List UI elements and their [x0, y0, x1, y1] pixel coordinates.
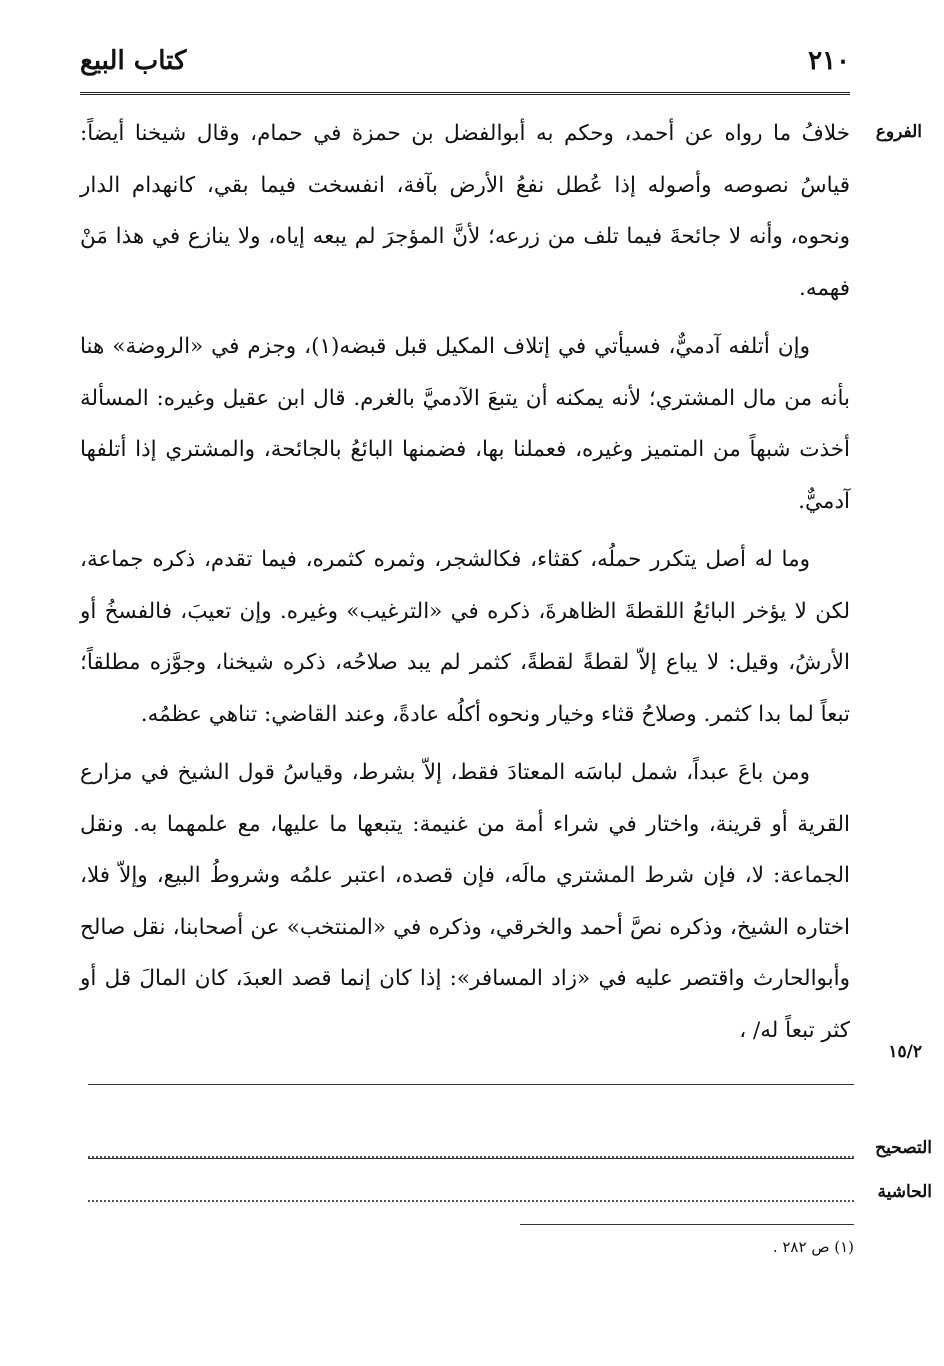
- margin-label-volume-page: ١٥/٢: [888, 1042, 922, 1062]
- margin-label-source: الفروع: [875, 122, 922, 142]
- paragraph: ومن باعَ عبداً، شمل لباسَه المعتادَ فقط، إلاّ بشرط، وقياسُ قول الشيخ في مزارع القرية أو قرينة، واختار في شراء أمة من غنيمة: يتبعها ما عليها، مع علمهما به. ونقل الجماعة: لا، فإن شرط المشتري مالَه، فإن قصده، اعتبر علمُه وشروطُ البيع، وإلاّ فلا، اختاره الشيخ، وذكره نصَّ أحمد والخرقي، وذكره في «المنتخب» عن أصحابنا، نقل صالح وأبوالحارث واقتصر عليه في «زاد المسافر»: إذا كان إنما قصد العبدَ، كان المالَ قل أو كثر تبعاً له/ ،: [80, 760, 850, 1043]
- form-rule: [88, 1158, 854, 1159]
- correction-label: التصحيح: [875, 1138, 932, 1158]
- footnote-area-label: الحاشية: [877, 1182, 932, 1202]
- text-end-rule: [88, 1084, 854, 1085]
- main-text: [80, 108, 850, 1063]
- footnote: (١) ص ٢٨٢ .: [772, 1238, 854, 1256]
- paragraph: وإن أتلفه آدميٌّ، فسيأتي في إتلاف المكيل قبل قبضه(١)، وجزم في «الروضة» هنا بأنه من مال المشتري؛ لأنه يمكنه أن يتبعَ الآدميَّ بالغرم. قال ابن عقيل وغيره: المسألة أخذت شبهاً من المتميز وغيره، فعملنا بها، فضمنها البائعُ بالجائحة، والمشتري إذا أتلفها آدميٌّ.: [80, 334, 850, 514]
- page-header: [80, 40, 850, 95]
- paragraph: خلافُ ما رواه عن أحمد، وحكم به أبوالفضل بن حمزة في حمام، وقال شيخنا أيضاً: قياسُ نصوصه وأصوله إذا عُطل نفعُ الأرض بآفة، انفسخت فيما بقي، كانهدام الدار ونحوه، وأنه لا جائحةَ فيما تلف من زرعه؛ لأنَّ المؤجرَ لم يبعه إياه، ولا ينازع في هذا مَنْ فهمه.: [80, 121, 850, 301]
- paragraph: وما له أصل يتكرر حملُه، كقثاء، فكالشجر، وثمره كثمره، فيما تقدم، ذكره جماعة، لكن لا يؤخر البائعُ اللقطةَ الظاهرةَ، ذكره في «الترغيب» وغيره. وإن تعيبَ، فالفسخُ أو الأرشُ، وقيل: لا يباع إلاّ لقطةً لقطةً، كثمر لم يبد صلاحُه، ذكره شيخنا، وجوَّزه مطلقاً؛ تبعاً لما بدا كثمر. وصلاحُ قثاء وخيار ونحوه أكلُه عادةً، وعند القاضي: تناهي عظمُه.: [80, 547, 850, 727]
- footnote-area-blank-line: [88, 1178, 854, 1202]
- correction-blank-line: [88, 1134, 854, 1158]
- running-title: كتاب البيع: [80, 46, 187, 76]
- footnote-rule: [520, 1224, 854, 1225]
- page-number: ٢١٠: [808, 46, 850, 76]
